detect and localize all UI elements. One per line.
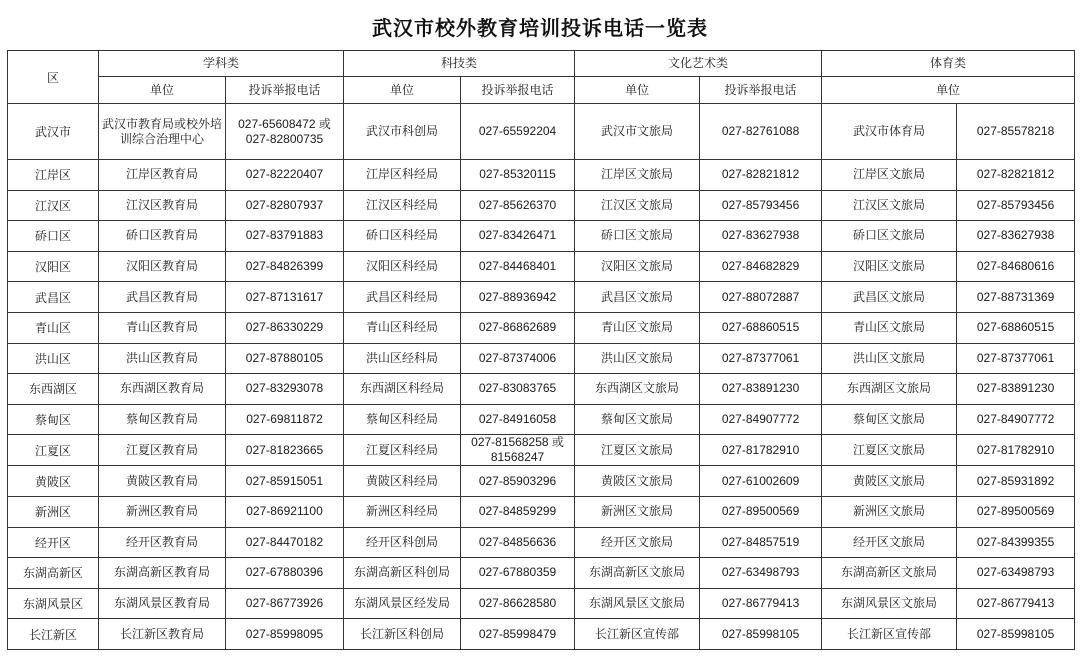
technology-unit-cell: 青山区科经局	[344, 312, 461, 343]
sports-unit-cell: 洪山区文旅局	[822, 343, 957, 374]
academic-unit-cell: 洪山区教育局	[99, 343, 226, 374]
district-cell: 洪山区	[8, 343, 99, 374]
sports-unit-cell: 蔡甸区文旅局	[822, 404, 957, 435]
technology-unit-cell: 长江新区科创局	[344, 619, 461, 650]
sports-phone-cell: 027-83891230	[957, 374, 1075, 405]
table-row	[8, 312, 1075, 343]
academic-phone-cell: 027-65608472 或 027-82800735	[226, 104, 344, 160]
table-row	[8, 404, 1075, 435]
district-cell: 汉阳区	[8, 251, 99, 282]
group-header-technology: 科技类	[344, 51, 575, 77]
table-row	[8, 104, 1075, 160]
district-cell: 江汉区	[8, 190, 99, 221]
unit-header: 单位	[344, 77, 461, 104]
culture-phone-cell: 027-88072887	[700, 282, 822, 313]
district-cell: 东湖风景区	[8, 588, 99, 619]
sports-phone-cell: 027-85578218	[957, 104, 1075, 160]
culture-phone-cell: 027-82821812	[700, 160, 822, 191]
table-row	[8, 282, 1075, 313]
culture-unit-cell: 长江新区宣传部	[575, 619, 700, 650]
technology-phone-cell: 027-88936942	[461, 282, 575, 313]
table-row	[8, 435, 1075, 466]
technology-unit-cell: 经开区科创局	[344, 527, 461, 558]
sports-phone-cell: 027-86779413	[957, 588, 1075, 619]
district-cell: 硚口区	[8, 221, 99, 252]
academic-phone-cell: 027-87131617	[226, 282, 344, 313]
academic-phone-cell: 027-82220407	[226, 160, 344, 191]
culture-unit-cell: 江汉区文旅局	[575, 190, 700, 221]
district-cell: 长江新区	[8, 619, 99, 650]
culture-phone-cell: 027-84857519	[700, 527, 822, 558]
sports-unit-cell: 武昌区文旅局	[822, 282, 957, 313]
academic-unit-cell: 东西湖区教育局	[99, 374, 226, 405]
academic-phone-cell: 027-86330229	[226, 312, 344, 343]
unit-header: 单位	[822, 77, 1075, 104]
culture-phone-cell: 027-63498793	[700, 558, 822, 589]
technology-phone-cell: 027-84859299	[461, 496, 575, 527]
technology-phone-cell: 027-85626370	[461, 190, 575, 221]
sports-phone-cell: 027-87377061	[957, 343, 1075, 374]
academic-phone-cell: 027-81823665	[226, 435, 344, 466]
sports-phone-cell: 027-84399355	[957, 527, 1075, 558]
academic-phone-cell: 027-82807937	[226, 190, 344, 221]
technology-unit-cell: 东湖高新区科创局	[344, 558, 461, 589]
technology-phone-cell: 027-83426471	[461, 221, 575, 252]
technology-phone-cell: 027-84916058	[461, 404, 575, 435]
district-cell: 武汉市	[8, 104, 99, 160]
district-cell: 东西湖区	[8, 374, 99, 405]
academic-phone-cell: 027-85998095	[226, 619, 344, 650]
district-cell: 黄陂区	[8, 466, 99, 497]
page-title: 武汉市校外教育培训投诉电话一览表	[372, 16, 708, 40]
technology-phone-cell: 027-86628580	[461, 588, 575, 619]
culture-phone-cell: 027-85998105	[700, 619, 822, 650]
sports-unit-cell: 江岸区文旅局	[822, 160, 957, 191]
technology-unit-cell: 武昌区科经局	[344, 282, 461, 313]
academic-unit-cell: 汉阳区教育局	[99, 251, 226, 282]
district-header: 区	[8, 51, 99, 104]
academic-phone-cell: 027-83293078	[226, 374, 344, 405]
technology-unit-cell: 东湖风景区经发局	[344, 588, 461, 619]
group-header-culture-art: 文化艺术类	[575, 51, 822, 77]
culture-unit-cell: 东湖高新区文旅局	[575, 558, 700, 589]
sports-phone-cell: 027-63498793	[957, 558, 1075, 589]
academic-phone-cell: 027-85915051	[226, 466, 344, 497]
culture-unit-cell: 新洲区文旅局	[575, 496, 700, 527]
table-row	[8, 160, 1075, 191]
sports-phone-cell: 027-89500569	[957, 496, 1075, 527]
district-cell: 经开区	[8, 527, 99, 558]
header-row-groups	[8, 51, 1075, 77]
culture-unit-cell: 汉阳区文旅局	[575, 251, 700, 282]
sports-phone-cell: 027-83627938	[957, 221, 1075, 252]
sports-unit-cell: 黄陂区文旅局	[822, 466, 957, 497]
academic-unit-cell: 硚口区教育局	[99, 221, 226, 252]
technology-unit-cell: 江汉区科经局	[344, 190, 461, 221]
academic-phone-cell: 027-67880396	[226, 558, 344, 589]
academic-phone-cell: 027-84826399	[226, 251, 344, 282]
table-row	[8, 221, 1075, 252]
sports-unit-cell: 硚口区文旅局	[822, 221, 957, 252]
sports-unit-cell: 汉阳区文旅局	[822, 251, 957, 282]
table-row	[8, 619, 1075, 650]
district-cell: 新洲区	[8, 496, 99, 527]
culture-unit-cell: 硚口区文旅局	[575, 221, 700, 252]
culture-unit-cell: 江夏区文旅局	[575, 435, 700, 466]
sports-phone-cell: 027-85793456	[957, 190, 1075, 221]
technology-phone-cell: 027-67880359	[461, 558, 575, 589]
district-cell: 青山区	[8, 312, 99, 343]
academic-unit-cell: 江夏区教育局	[99, 435, 226, 466]
culture-phone-cell: 027-82761088	[700, 104, 822, 160]
table-row	[8, 496, 1075, 527]
academic-unit-cell: 江汉区教育局	[99, 190, 226, 221]
culture-unit-cell: 江岸区文旅局	[575, 160, 700, 191]
culture-phone-cell: 027-81782910	[700, 435, 822, 466]
unit-header: 单位	[99, 77, 226, 104]
academic-unit-cell: 经开区教育局	[99, 527, 226, 558]
culture-unit-cell: 蔡甸区文旅局	[575, 404, 700, 435]
academic-unit-cell: 新洲区教育局	[99, 496, 226, 527]
technology-unit-cell: 江岸区科经局	[344, 160, 461, 191]
table-row	[8, 343, 1075, 374]
academic-unit-cell: 江岸区教育局	[99, 160, 226, 191]
culture-unit-cell: 东西湖区文旅局	[575, 374, 700, 405]
academic-unit-cell: 蔡甸区教育局	[99, 404, 226, 435]
table-row	[8, 190, 1075, 221]
phone-header: 投诉举报电话	[700, 77, 822, 104]
group-header-sports: 体育类	[822, 51, 1075, 77]
unit-header: 单位	[575, 77, 700, 104]
technology-phone-cell: 027-85320115	[461, 160, 575, 191]
sports-phone-cell: 027-81782910	[957, 435, 1075, 466]
technology-phone-cell: 027-84468401	[461, 251, 575, 282]
technology-phone-cell: 027-84856636	[461, 527, 575, 558]
culture-phone-cell: 027-83891230	[700, 374, 822, 405]
sports-unit-cell: 武汉市体育局	[822, 104, 957, 160]
academic-unit-cell: 东湖风景区教育局	[99, 588, 226, 619]
academic-phone-cell: 027-86921100	[226, 496, 344, 527]
technology-phone-cell: 027-85903296	[461, 466, 575, 497]
academic-unit-cell: 黄陂区教育局	[99, 466, 226, 497]
academic-phone-cell: 027-84470182	[226, 527, 344, 558]
technology-unit-cell: 武汉市科创局	[344, 104, 461, 160]
academic-unit-cell: 东湖高新区教育局	[99, 558, 226, 589]
academic-phone-cell: 027-69811872	[226, 404, 344, 435]
sports-phone-cell: 027-84680616	[957, 251, 1075, 282]
phone-header: 投诉举报电话	[461, 77, 575, 104]
district-cell: 武昌区	[8, 282, 99, 313]
sports-unit-cell: 新洲区文旅局	[822, 496, 957, 527]
academic-phone-cell: 027-86773926	[226, 588, 344, 619]
table-body	[8, 104, 1075, 650]
technology-unit-cell: 黄陂区科经局	[344, 466, 461, 497]
culture-unit-cell: 武汉市文旅局	[575, 104, 700, 160]
technology-phone-cell: 027-87374006	[461, 343, 575, 374]
culture-unit-cell: 东湖风景区文旅局	[575, 588, 700, 619]
table-row	[8, 374, 1075, 405]
sports-phone-cell: 027-85931892	[957, 466, 1075, 497]
culture-phone-cell: 027-86779413	[700, 588, 822, 619]
sports-unit-cell: 东西湖区文旅局	[822, 374, 957, 405]
header-row-columns	[8, 77, 1075, 104]
academic-phone-cell: 027-87880105	[226, 343, 344, 374]
sports-phone-cell: 027-68860515	[957, 312, 1075, 343]
sports-phone-cell: 027-85998105	[957, 619, 1075, 650]
sports-unit-cell: 江汉区文旅局	[822, 190, 957, 221]
technology-phone-cell: 027-83083765	[461, 374, 575, 405]
technology-unit-cell: 硚口区科经局	[344, 221, 461, 252]
technology-unit-cell: 东西湖区科经局	[344, 374, 461, 405]
sports-phone-cell: 027-88731369	[957, 282, 1075, 313]
technology-unit-cell: 洪山区经科局	[344, 343, 461, 374]
culture-phone-cell: 027-84907772	[700, 404, 822, 435]
culture-unit-cell: 青山区文旅局	[575, 312, 700, 343]
table-row	[8, 466, 1075, 497]
culture-phone-cell: 027-84682829	[700, 251, 822, 282]
sports-unit-cell: 青山区文旅局	[822, 312, 957, 343]
sports-unit-cell: 长江新区宣传部	[822, 619, 957, 650]
district-cell: 江夏区	[8, 435, 99, 466]
district-cell: 蔡甸区	[8, 404, 99, 435]
technology-phone-cell: 027-85998479	[461, 619, 575, 650]
technology-unit-cell: 蔡甸区科经局	[344, 404, 461, 435]
technology-phone-cell: 027-65592204	[461, 104, 575, 160]
academic-unit-cell: 长江新区教育局	[99, 619, 226, 650]
technology-unit-cell: 汉阳区科经局	[344, 251, 461, 282]
academic-unit-cell: 青山区教育局	[99, 312, 226, 343]
sports-phone-cell: 027-82821812	[957, 160, 1075, 191]
culture-unit-cell: 武昌区文旅局	[575, 282, 700, 313]
district-cell: 东湖高新区	[8, 558, 99, 589]
group-header-academic: 学科类	[99, 51, 344, 77]
sports-unit-cell: 东湖高新区文旅局	[822, 558, 957, 589]
academic-unit-cell: 武汉市教育局或校外培训综合治理中心	[99, 104, 226, 160]
table-row	[8, 588, 1075, 619]
culture-phone-cell: 027-85793456	[700, 190, 822, 221]
table-row	[8, 527, 1075, 558]
culture-phone-cell: 027-83627938	[700, 221, 822, 252]
academic-unit-cell: 武昌区教育局	[99, 282, 226, 313]
sports-unit-cell: 江夏区文旅局	[822, 435, 957, 466]
culture-unit-cell: 黄陂区文旅局	[575, 466, 700, 497]
culture-phone-cell: 027-68860515	[700, 312, 822, 343]
table-row	[8, 558, 1075, 589]
culture-phone-cell: 027-89500569	[700, 496, 822, 527]
academic-phone-cell: 027-83791883	[226, 221, 344, 252]
district-cell: 江岸区	[8, 160, 99, 191]
culture-unit-cell: 洪山区文旅局	[575, 343, 700, 374]
table-row	[8, 251, 1075, 282]
culture-phone-cell: 027-87377061	[700, 343, 822, 374]
technology-unit-cell: 新洲区科经局	[344, 496, 461, 527]
culture-phone-cell: 027-61002609	[700, 466, 822, 497]
sports-unit-cell: 东湖风景区文旅局	[822, 588, 957, 619]
technology-unit-cell: 江夏区科经局	[344, 435, 461, 466]
technology-phone-cell: 027-81568258 或 81568247	[461, 435, 575, 466]
sports-phone-cell: 027-84907772	[957, 404, 1075, 435]
phone-header: 投诉举报电话	[226, 77, 344, 104]
sports-unit-cell: 经开区文旅局	[822, 527, 957, 558]
culture-unit-cell: 经开区文旅局	[575, 527, 700, 558]
technology-phone-cell: 027-86862689	[461, 312, 575, 343]
complaint-phone-table	[7, 50, 1075, 650]
